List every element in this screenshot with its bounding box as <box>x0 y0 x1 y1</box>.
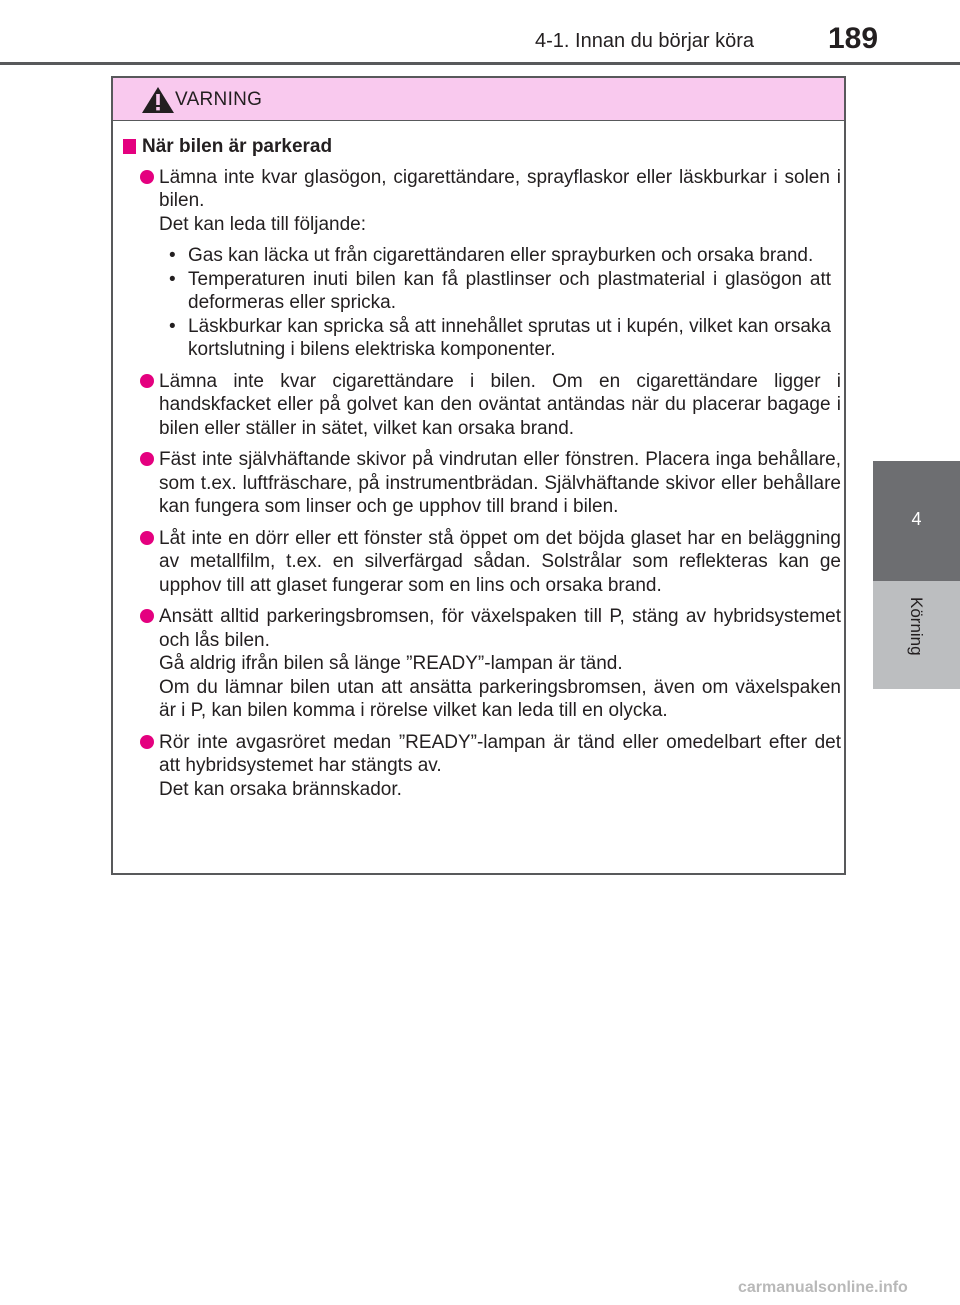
page-number: 189 <box>828 22 879 55</box>
list-item: Ansätt alltid parkeringsbromsen, för växelspaken till P, stäng av hybridsystemet och lås bilen. Gå aldrig ifrån bilen så länge ”READY”-lampan är tänd. Om du lämnar bilen utan att ansätta parkeringsbromsen, även om växelspaken är i P, kan bilen komma i rörelse vilket kan leda till en olycka. <box>123 605 841 723</box>
warning-content <box>123 135 841 809</box>
sub-list-item: • Temperaturen inuti bilen kan få plastlinser och plastmaterial i glasögon att deformeras eller spricka. <box>169 268 831 313</box>
warning-triangle-icon <box>141 86 175 114</box>
list-item: Rör inte avgasröret medan ”READY”-lampan är tänd eller omedelbart efter det att hybridsystemet har stängts av. Det kan orsaka brännskador. <box>123 731 841 802</box>
chapter-number: 4 <box>911 509 922 529</box>
warning-box <box>111 76 846 875</box>
warning-section-title: När bilen är parkerad <box>123 135 841 159</box>
warning-label: VARNING <box>175 89 263 110</box>
page-header <box>0 0 960 62</box>
sub-list <box>159 244 841 362</box>
bullet-icon <box>140 531 154 545</box>
section-title: 4-1. Innan du börjar köra <box>535 30 755 52</box>
square-bullet-icon <box>123 139 136 154</box>
chapter-name-tab[interactable] <box>873 581 960 689</box>
header-divider <box>0 62 960 65</box>
chapter-name: Körning <box>907 597 926 656</box>
bullet-icon <box>140 452 154 466</box>
list-item: Fäst inte självhäftande skivor på vindrutan eller fönstren. Placera inga behållare, som t.ex. luftfräschare, på instrumentbrädan. Självhäftande skivor eller behållare kan fungera som linser och ge upphov till brand i bilen. <box>123 448 841 519</box>
watermark: carmanualsonline.info <box>738 1279 908 1296</box>
sub-list-item: • Läskburkar kan spricka så att innehållet sprutas ut i kupén, vilket kan orsaka kortslutning i bilens elektriska komponenter. <box>169 315 831 360</box>
list-item: Lämna inte kvar glasögon, cigarettändare, sprayflaskor eller läskburkar i solen i bilen. Det kan leda till följande: • Gas kan läcka ut från cigarettändaren eller sprayburken och orsaka brand. • Temperaturen inuti bilen kan få plastlinser och plastmaterial i glasögon att deformeras eller spricka. • Läskburkar kan spricka så att innehållet sprutas ut i kupén, vilket kan orsaka kortslutning i bilens elektriska komponenter. <box>123 166 841 362</box>
warning-header <box>113 78 844 121</box>
bullet-icon <box>140 374 154 388</box>
bullet-icon <box>140 609 154 623</box>
bullet-icon <box>140 170 154 184</box>
list-item: Låt inte en dörr eller ett fönster stå öppet om det böjda glaset har en beläggning av metallfilm, t.ex. en silverfärgad sådan. Solstrålar som reflekteras kan ge upphov till att glaset fungerar som en lins och orsaka brand. <box>123 527 841 598</box>
sub-list-item: • Gas kan läcka ut från cigarettändaren eller sprayburken och orsaka brand. <box>169 245 814 266</box>
chapter-tab[interactable] <box>873 461 960 581</box>
list-item: Lämna inte kvar cigarettändare i bilen. Om en cigarettändare ligger i handskfacket eller på golvet kan den oväntat antändas när du placerar bagage i bilen eller ställer in sätet, vilket kan orsaka brand. <box>123 370 841 441</box>
bullet-icon <box>140 735 154 749</box>
